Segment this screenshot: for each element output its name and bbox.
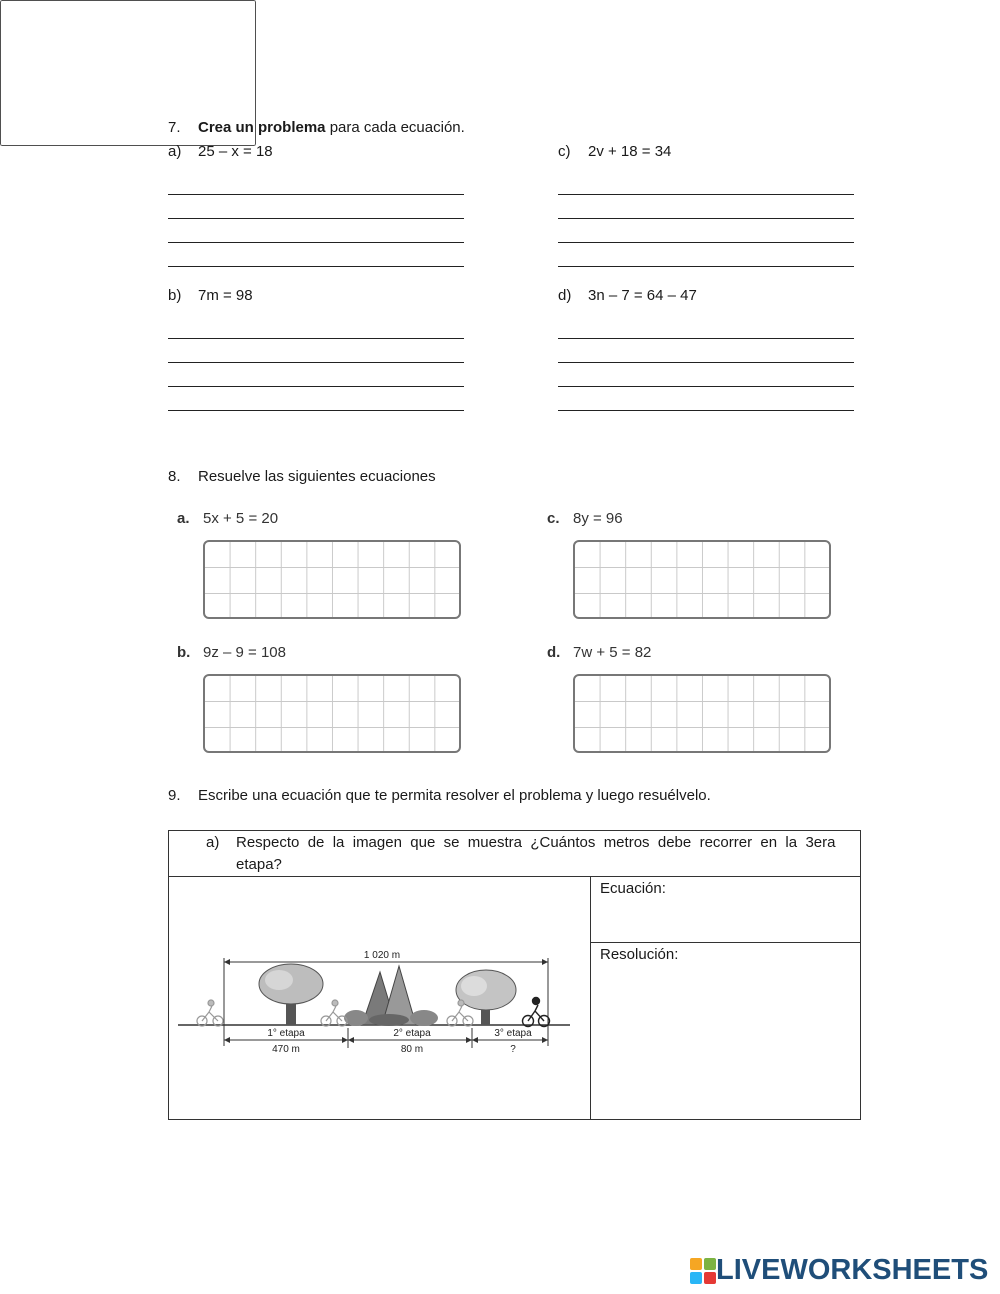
item-letter: a) (168, 143, 182, 160)
answer-line[interactable] (558, 338, 854, 339)
cyclist-icon (197, 1000, 223, 1026)
liveworksheets-logo (690, 1254, 988, 1284)
resolution-label: Resolución: (600, 946, 679, 963)
q8-number: 8. (168, 468, 181, 485)
table-divider (168, 876, 861, 877)
logo-text: LIVEWORKSHEETS (716, 1254, 989, 1286)
arrow-head (224, 959, 230, 965)
answer-grid-b[interactable] (203, 674, 461, 753)
q7-title-rest: para cada ecuación. (325, 119, 465, 136)
item-letter: d) (558, 287, 572, 304)
item-letter: c. (547, 510, 560, 527)
item-letter: b) (168, 287, 182, 304)
answer-line[interactable] (558, 266, 854, 267)
stage1-label: 1° etapa (267, 1028, 305, 1039)
item-equation: 5x + 5 = 20 (203, 510, 279, 527)
answer-line[interactable] (168, 410, 464, 411)
answer-line[interactable] (558, 242, 854, 243)
answer-line[interactable] (558, 194, 854, 195)
q9-number: 9. (168, 787, 181, 804)
answer-line[interactable] (558, 410, 854, 411)
arrow-head (348, 1037, 354, 1043)
answer-line[interactable] (168, 218, 464, 219)
q9-question-letter: a) (206, 834, 220, 851)
q9-heading (168, 787, 711, 805)
q7-item-c (558, 143, 671, 161)
q7-item-d (558, 287, 697, 305)
stage1-value: 470 m (272, 1044, 300, 1055)
item-equation: 9z – 9 = 108 (203, 644, 286, 661)
route-figure (176, 944, 572, 1062)
q7-heading (168, 119, 465, 137)
q7-item-a (168, 143, 273, 161)
answer-grid-c[interactable] (573, 540, 831, 619)
item-equation: 8y = 96 (573, 510, 623, 527)
arrow-head (472, 1037, 478, 1043)
stage3-label: 3° etapa (494, 1028, 532, 1039)
equation-label: Ecuación: (600, 880, 666, 897)
arrow-head (466, 1037, 472, 1043)
total-label: 1 020 m (363, 950, 401, 961)
q7-title-bold: Crea un problema (198, 119, 326, 136)
item-equation: 2v + 18 = 34 (588, 143, 672, 160)
item-letter: a. (177, 510, 190, 527)
q9-question-line2: etapa? (236, 856, 282, 873)
cyclist-icon (321, 1000, 347, 1026)
q8-item-c (547, 510, 623, 527)
bush-icon (410, 1010, 438, 1026)
item-equation: 7w + 5 = 82 (573, 644, 652, 661)
q9-question-line1: Respecto de la imagen que se muestra ¿Cuántos metros debe recorrer en la 3era (236, 834, 836, 851)
item-letter: b. (177, 644, 191, 661)
tree-shade (265, 970, 293, 990)
equation-input[interactable] (600, 904, 850, 934)
cyclist-icon (523, 998, 550, 1027)
q7-number: 7. (168, 119, 181, 136)
bush-icon (344, 1010, 368, 1026)
answer-line[interactable] (168, 386, 464, 387)
answer-line[interactable] (558, 218, 854, 219)
item-equation: 25 – x = 18 (198, 143, 273, 160)
q9-title: Escribe una ecuación que te permita resolver el problema y luego resuélvelo. (198, 787, 711, 804)
q7-item-b (168, 287, 253, 305)
q8-item-a (177, 510, 278, 527)
answer-grid-d[interactable] (573, 674, 831, 753)
q9-question (206, 832, 852, 854)
item-equation: 3n – 7 = 64 – 47 (588, 287, 697, 304)
answer-line[interactable] (558, 386, 854, 387)
answer-grid-a[interactable] (203, 540, 461, 619)
table-divider (590, 876, 591, 1120)
arrow-head (224, 1037, 230, 1043)
stage2-label: 2° etapa (393, 1028, 431, 1039)
answer-line[interactable] (168, 362, 464, 363)
stage2-value: 80 m (400, 1044, 424, 1055)
arrow-head (542, 959, 548, 965)
liveworksheets-logo-icon (690, 1258, 716, 1284)
arrow-head (542, 1037, 548, 1043)
bush-icon (369, 1014, 409, 1026)
item-equation: 7m = 98 (198, 287, 253, 304)
stage3-value: ? (510, 1044, 516, 1055)
answer-line[interactable] (168, 266, 464, 267)
q8-item-b (177, 644, 286, 661)
tree-shade (461, 976, 487, 996)
table-divider (590, 942, 861, 943)
q8-item-d (547, 644, 651, 661)
arrow-head (342, 1037, 348, 1043)
item-letter: d. (547, 644, 561, 661)
answer-line[interactable] (168, 338, 464, 339)
item-letter: c) (558, 143, 571, 160)
answer-line[interactable] (168, 194, 464, 195)
q8-title: Resuelve las siguientes ecuaciones (198, 468, 436, 485)
answer-line[interactable] (558, 362, 854, 363)
answer-line[interactable] (168, 242, 464, 243)
q8-heading (168, 468, 436, 486)
